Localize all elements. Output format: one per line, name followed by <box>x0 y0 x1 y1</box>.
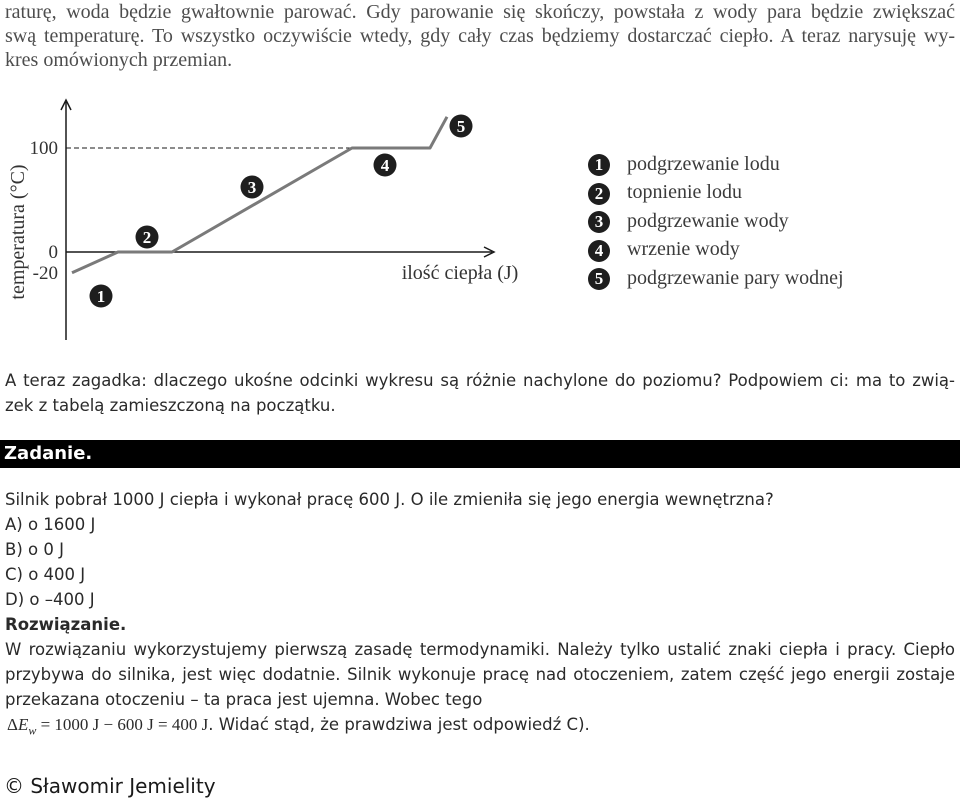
formula-delta: Δ <box>7 715 18 734</box>
question-paragraph <box>5 368 955 418</box>
formula-line <box>5 712 955 737</box>
x-axis-label: ilość ciepła (J) <box>401 262 519 284</box>
option-d: D) o –400 J <box>5 590 95 609</box>
segment-badge-label-5: 5 <box>456 117 466 136</box>
task-prompt: Silnik pobrał 1000 J ciepła i wykonał pracę 600 J. O ile zmieniła się jego energia wewnętrzna? <box>5 490 774 509</box>
legend-label: podgrzewanie pary wodnej <box>627 266 844 289</box>
y-axis-label: temperatura (°C) <box>7 164 29 300</box>
intro-paragraph <box>5 0 955 72</box>
solution-heading: Rozwiązanie. <box>5 615 127 634</box>
formula-symbol: E <box>17 715 29 734</box>
legend-label: wrzenie wody <box>627 238 740 261</box>
intro-line-3: kres omówionych przemian. <box>5 49 233 71</box>
legend-label: podgrzewanie wody <box>627 209 789 232</box>
legend-number-badge: 4 <box>588 240 610 262</box>
formula-subscript: w <box>28 723 37 738</box>
solution-line-1: W rozwiązaniu wykorzystujemy pierwszą zasadę termodynamiki. Należy tylko ustalić znaki ciepła i pracy. Ciepło <box>5 640 955 659</box>
formula <box>5 715 209 738</box>
formula-rhs: = 1000 J − 600 J = 400 J <box>40 715 209 734</box>
legend-item <box>588 150 844 179</box>
y-tick-label: 100 <box>29 138 58 159</box>
question-line-2: zek z tabelą zamieszczoną na początku. <box>5 396 336 415</box>
y-tick-label: 0 <box>48 242 58 263</box>
solution-line-2: przybywa do silnika, jest więc dodatnie. Silnik wykonuje pracę nad otoczeniem, zatem część jego energii zostaje <box>5 665 955 684</box>
segment-badge-label-4: 4 <box>380 156 390 175</box>
question-line-1: A teraz zagadka: dlaczego ukośne odcinki wykresu są różnie nachylone do poziomu? Podpowiem ci: ma to zwią- <box>5 371 955 390</box>
legend-item <box>588 207 844 236</box>
legend-number-badge: 5 <box>588 268 610 290</box>
intro-line-2: swą temperaturę. To wszystko oczywiście wtedy, gdy cały czas będziemy dostarczać ciepło. A teraz narysuję wy- <box>5 25 955 47</box>
legend-item <box>588 179 844 208</box>
legend-label: podgrzewanie lodu <box>627 152 780 175</box>
segment-badge-label-3: 3 <box>247 178 257 197</box>
legend-number-badge: 2 <box>588 183 610 205</box>
option-c: C) o 400 J <box>5 565 86 584</box>
option-b: B) o 0 J <box>5 540 64 559</box>
legend-label: topnienie lodu <box>627 181 742 204</box>
option-a: A) o 1600 J <box>5 515 96 534</box>
legend-number-badge: 3 <box>588 211 610 233</box>
y-tick-label: -20 <box>32 262 58 284</box>
chart-legend <box>588 150 844 293</box>
copyright-footer: © Sławomir Jemielity <box>4 774 216 798</box>
task-heading: Zadanie. <box>0 440 960 468</box>
task-body <box>5 487 955 737</box>
segment-badge-label-1: 1 <box>96 287 106 306</box>
legend-item <box>588 236 844 265</box>
solution-line-3: przekazana otoczeniu – ta praca jest ujemna. Wobec tego <box>5 690 483 709</box>
formula-tail: . Widać stąd, że prawdziwa jest odpowiedź C). <box>208 715 590 734</box>
segment-badge-label-2: 2 <box>142 228 152 247</box>
legend-item <box>588 264 844 293</box>
legend-number-badge: 1 <box>588 154 610 176</box>
intro-line-1: raturę, woda będzie gwałtownie parować. Gdy parowanie się skończy, powstała z wody para będzie zwiększać <box>5 1 955 23</box>
